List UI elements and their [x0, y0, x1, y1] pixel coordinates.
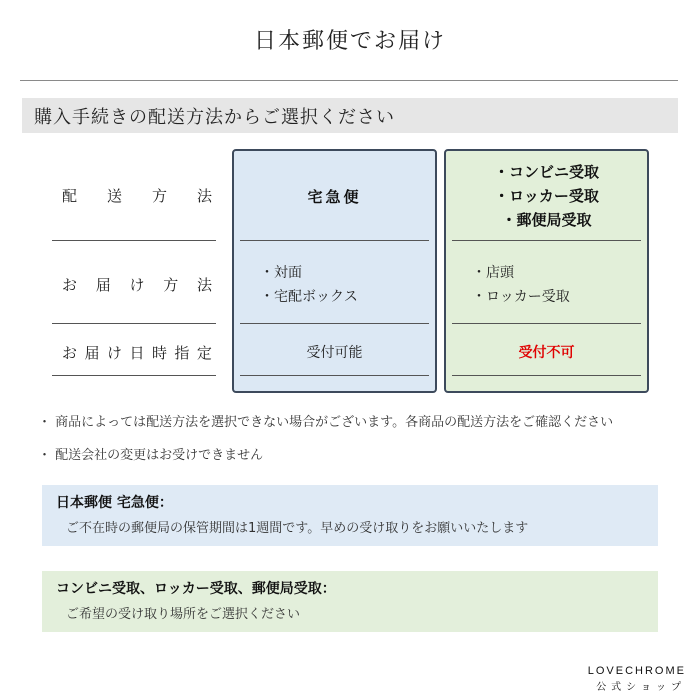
- info-box-takkyubin: [42, 485, 658, 546]
- row-label-char: 送: [106, 187, 122, 205]
- row-label-text: [52, 274, 216, 295]
- row-label-char: 届: [95, 276, 111, 294]
- brand-logo: [588, 665, 686, 693]
- delivery-cell: [242, 261, 445, 309]
- column-takkyubin: [232, 149, 437, 393]
- row-label-char: お: [62, 276, 78, 294]
- delivery-item: ・対面: [260, 265, 302, 281]
- row-label-text: [52, 342, 216, 363]
- method-label: ・ロッカー受取: [494, 187, 599, 205]
- info-box-pickup: [42, 571, 658, 632]
- note-item: ・ 配送会社の変更はお受けできません: [38, 448, 264, 463]
- notes-list: [38, 414, 678, 480]
- row-divider: [52, 240, 216, 241]
- cell-divider: [240, 240, 429, 241]
- row-label-char: 方: [163, 276, 179, 294]
- row-label-char: お: [62, 344, 78, 362]
- brand-name: LOVECHROME: [587, 665, 686, 677]
- row-label-char: 法: [196, 187, 212, 205]
- info-text: ご不在時の郵便局の保管期間は1週間です。早めの受け取りをお願いいたします: [66, 521, 529, 536]
- cell-divider: [240, 323, 429, 324]
- info-title: 日本郵便 宅急便：: [56, 495, 173, 511]
- column-pickup: [444, 149, 649, 393]
- cell-divider: [240, 375, 429, 376]
- row-label-char: 方: [151, 187, 167, 205]
- row-label-char: 配: [62, 187, 78, 205]
- cell-divider: [452, 375, 641, 376]
- method-label: ・郵便局受取: [501, 211, 592, 229]
- title-divider: [20, 80, 678, 81]
- row-label-datetime: [52, 342, 216, 363]
- row-label-char: 法: [196, 276, 212, 294]
- datetime-cell: 受付可能: [306, 345, 363, 361]
- brand-subtitle: 公式ショップ: [596, 682, 686, 693]
- info-title: コンビニ受取、ロッカー受取、郵便局受取：: [56, 581, 336, 597]
- row-label-text: [52, 185, 216, 206]
- method-cell: [454, 160, 639, 232]
- method-cell: [242, 185, 427, 209]
- delivery-cell: [454, 261, 657, 309]
- row-label-char: 定: [196, 344, 212, 362]
- method-label: ・コンビニ受取: [493, 163, 599, 181]
- cell-divider: [452, 323, 641, 324]
- row-label-receive-method: [52, 274, 216, 295]
- delivery-item: ・ロッカー受取: [472, 289, 570, 305]
- section-heading: 購入手続きの配送方法からご選択ください: [22, 98, 678, 133]
- page-title: 日本郵便でお届け: [253, 29, 446, 54]
- cell-divider: [452, 240, 641, 241]
- method-label: 宅急便: [307, 188, 362, 206]
- row-label-char: 届: [84, 344, 100, 362]
- row-label-char: け: [129, 276, 145, 294]
- row-label-delivery-method: [52, 185, 216, 206]
- row-label-char: 日: [129, 344, 145, 362]
- note-item: ・ 商品によっては配送方法を選択できない場合がございます。各商品の配送方法をご確認ください: [38, 415, 614, 430]
- row-divider: [52, 323, 216, 324]
- delivery-item: ・店頭: [472, 265, 514, 281]
- row-label-char: 指: [174, 344, 190, 362]
- row-label-char: け: [106, 344, 122, 362]
- datetime-cell-unavailable: 受付不可: [518, 345, 575, 361]
- row-divider: [52, 375, 216, 376]
- info-text: ご希望の受け取り場所をご選択ください: [66, 607, 301, 622]
- delivery-item: ・宅配ボックス: [260, 289, 358, 305]
- row-label-char: 時: [151, 344, 167, 362]
